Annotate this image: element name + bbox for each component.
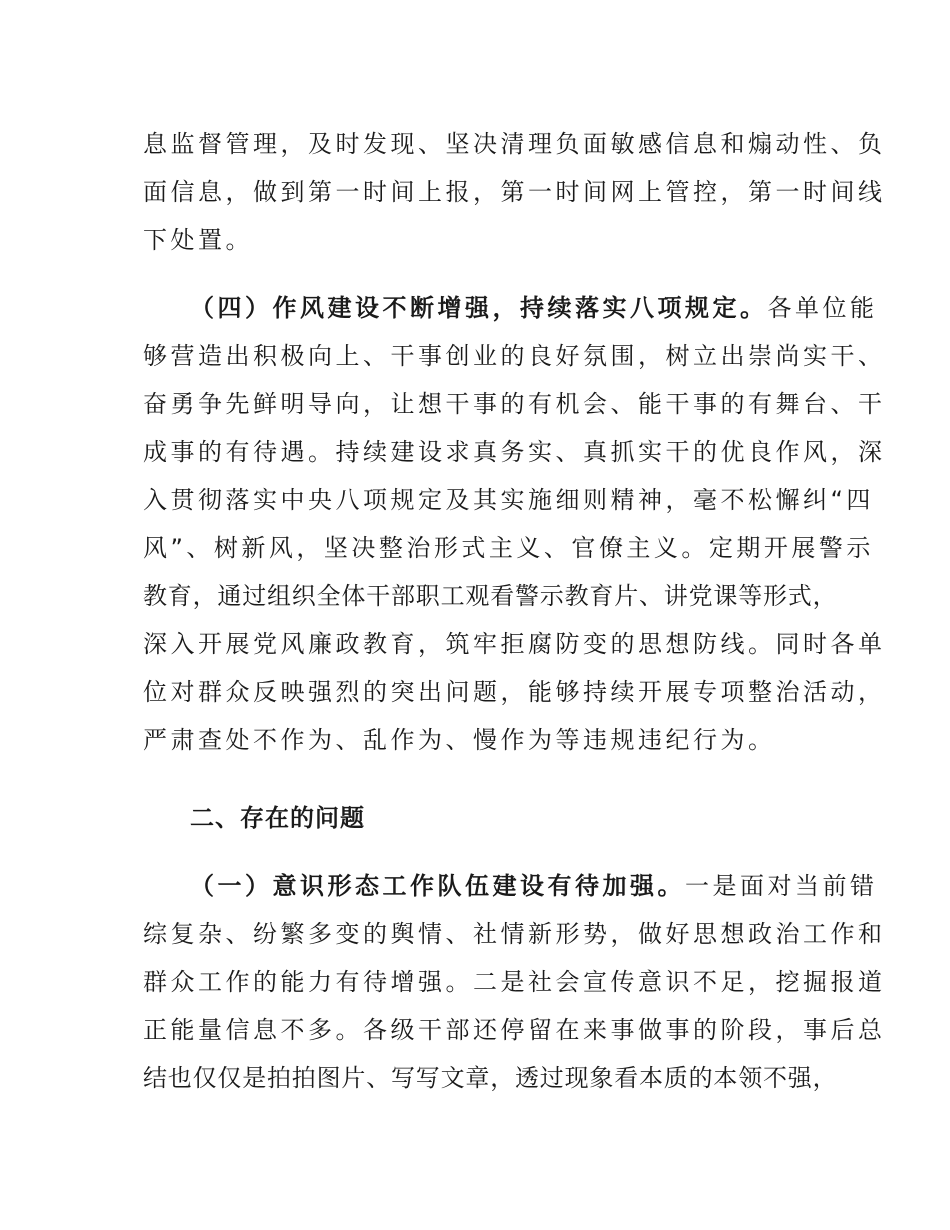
paragraph-line: 严肃查处不作为、乱作为、慢作为等违规违纪行为。 (143, 726, 776, 754)
paragraph-line: 够营造出积极向上、干事创业的良好氛围，树立出崇尚实干、 (143, 342, 886, 370)
section-heading: 二、存在的问题 (190, 804, 365, 832)
paragraph-line: 正能量信息不多。各级干部还停留在来事做事的阶段，事后总 (143, 1016, 886, 1044)
paragraph-heading-line (190, 288, 878, 328)
paragraph-heading: （四）作风建设不断增强，持续落实八项规定。 (190, 294, 768, 322)
paragraph-line: 深入开展党风廉政教育，筑牢拒腐防变的思想防线。同时各单 (143, 630, 886, 658)
paragraph-line: 下处置。 (143, 226, 253, 254)
paragraph-line: 入贯彻落实中央八项规定及其实施细则精神，毫不松懈纠“四 (143, 486, 874, 514)
paragraph-heading-line (190, 866, 878, 906)
paragraph-line: 群众工作的能力有待增强。二是社会宣传意识不足，挖掘报道 (143, 968, 886, 996)
paragraph-line: 风”、树新风，坚决整治形式主义、官僚主义。定期开展警示 (143, 534, 874, 562)
paragraph-heading: （一）意识形态工作队伍建设有待加强。 (190, 872, 685, 900)
paragraph-text: 各单位能 (767, 294, 878, 322)
paragraph-line: 成事的有待遇。持续建设求真务实、真抓实干的优良作风，深 (143, 438, 886, 466)
paragraph-line: 位对群众反映强烈的突出问题，能够持续开展专项整治活动， (143, 678, 886, 706)
paragraph-line: 面信息，做到第一时间上报，第一时间网上管控，第一时间线 (143, 178, 886, 206)
paragraph-line: 教育，通过组织全体干部职工观看警示教育片、讲党课等形式， (143, 582, 838, 610)
paragraph-line: 息监督管理，及时发现、坚决清理负面敏感信息和煽动性、负 (143, 130, 886, 158)
paragraph-text: 一是面对当前错 (685, 872, 878, 900)
paragraph-line: 综复杂、纷繁多变的舆情、社情新形势，做好思想政治工作和 (143, 920, 886, 948)
paragraph-line: 奋勇争先鲜明导向，让想干事的有机会、能干事的有舞台、干 (143, 390, 886, 418)
paragraph-line: 结也仅仅是拍拍图片、写写文章，透过现象看本质的本领不强， (143, 1064, 838, 1092)
